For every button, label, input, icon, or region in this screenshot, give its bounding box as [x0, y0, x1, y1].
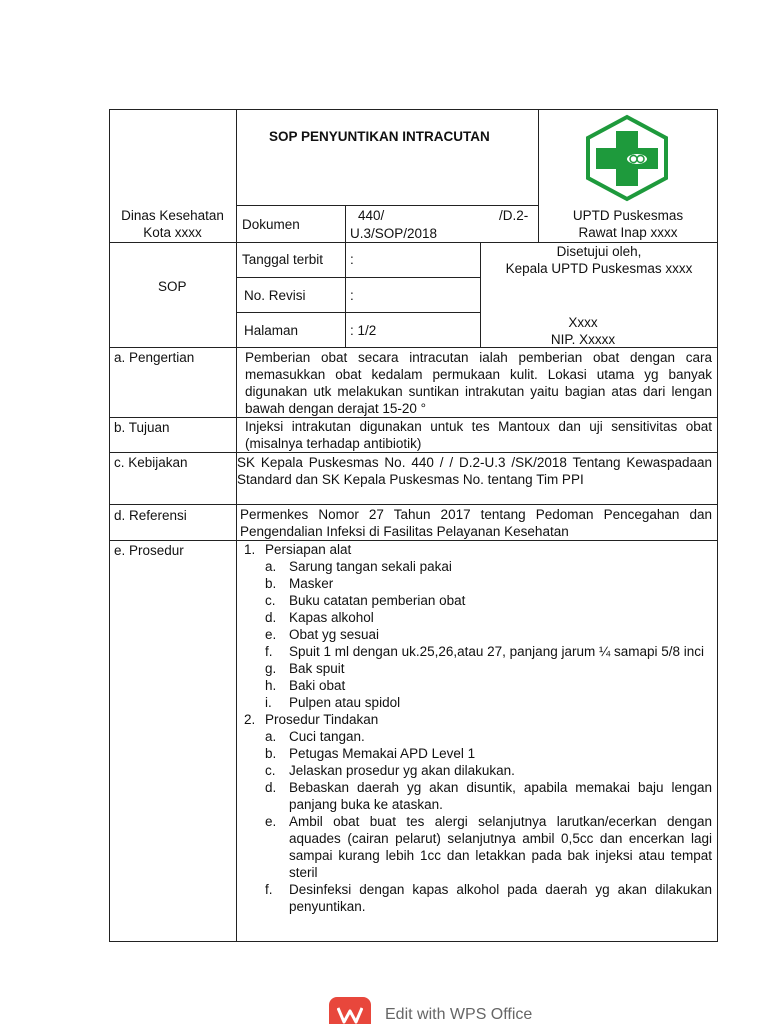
item-letter: f.	[265, 882, 273, 897]
item-text: Desinfeksi dengan kapas alkohol pada daerah yg akan dilakukan penyuntikan.	[289, 882, 712, 914]
issue-date-value: :	[350, 252, 354, 267]
item-text: Baki obat	[289, 678, 346, 693]
section-a-text: Pemberian obat secara intracutan ialah pemberian obat dengan cara memasukkan obat kedalam permukaan kulit. Lokasi utama yg banyak digunakan utk melakukan suntikan intrakutan yaitu bagian atas dari lengan bawah dengan derajat 15-20 °	[245, 350, 712, 416]
section-e-label: e. Prosedur	[114, 543, 184, 558]
divider	[236, 312, 480, 313]
divider	[109, 452, 718, 453]
document-title: SOP PENYUNTIKAN INTRACUTAN	[269, 129, 490, 144]
revision-value: :	[350, 288, 354, 303]
section-c-label: c. Kebijakan	[114, 455, 188, 470]
item-letter: d.	[265, 610, 277, 625]
item-letter: h.	[265, 678, 277, 693]
document-number-part1: 440/	[358, 208, 385, 223]
item-letter: b.	[265, 746, 277, 761]
section-a-label: a. Pengertian	[114, 350, 195, 365]
item-text: Bak spuit	[289, 661, 345, 676]
approval-block	[480, 243, 718, 277]
item-letter: d.	[265, 780, 277, 795]
procedure-item	[242, 728, 712, 745]
divider	[109, 504, 718, 505]
step-number: 1.	[244, 542, 256, 557]
item-letter: e.	[265, 814, 277, 829]
item-text: Cuci tangan.	[289, 729, 365, 744]
procedure-step-1	[242, 541, 712, 558]
procedure-item	[242, 575, 712, 592]
procedure-item	[242, 660, 712, 677]
item-text: Obat yg sesuai	[289, 627, 380, 642]
document-number-part3: U.3/SOP/2018	[350, 226, 438, 241]
item-letter: c.	[265, 593, 276, 608]
signer-block	[480, 314, 686, 348]
item-text: Buku catatan pemberian obat	[289, 593, 466, 608]
procedure-item	[242, 762, 712, 779]
procedure-list	[242, 541, 712, 915]
procedure-item	[242, 813, 712, 881]
revision-label: No. Revisi	[244, 288, 306, 303]
procedure-item	[242, 643, 712, 660]
item-text: Masker	[289, 576, 334, 591]
step-title: Persiapan alat	[265, 542, 352, 557]
section-d-text: Permenkes Nomor 27 Tahun 2017 tentang Pedoman Pencegahan dan Pengendalian Infeksi di Fasilitas Pelayanan Kesehatan	[240, 507, 712, 539]
step-2-items	[242, 728, 712, 915]
step-1-items	[242, 558, 712, 711]
procedure-item	[242, 558, 712, 575]
document-label: Dokumen	[242, 217, 300, 232]
divider	[236, 277, 480, 278]
divider	[236, 205, 538, 206]
sop-label: SOP	[158, 279, 187, 294]
item-text: Kapas alkohol	[289, 610, 374, 625]
agency-name	[109, 207, 236, 241]
procedure-item	[242, 881, 712, 915]
wps-logo-icon	[329, 997, 371, 1024]
unit-name	[538, 207, 718, 241]
item-letter: a.	[265, 729, 277, 744]
signer-nip: NIP. Xxxxx	[550, 332, 616, 347]
procedure-step-2	[242, 711, 712, 728]
section-b-label: b. Tujuan	[114, 420, 170, 435]
approval-line-1: Disetujui oleh,	[556, 244, 642, 259]
signer-name: Xxxx	[568, 315, 598, 330]
procedure-item	[242, 609, 712, 626]
agency-line-1: Dinas Kesehatan	[121, 208, 224, 223]
item-letter: c.	[265, 763, 276, 778]
item-letter: a.	[265, 559, 277, 574]
item-text: Ambil obat buat tes alergi selanjutnya larutkan/ecerkan dengan aquades (cairan pelarut) selanjutnya ambil 0,5cc dan encerkan lagi sampai kurang lebih 1cc dan letakkan pada bak injeksi atau tempat steril	[289, 814, 712, 880]
page-label: Halaman	[244, 323, 299, 338]
divider	[345, 242, 346, 347]
item-text: Pulpen atau spidol	[289, 695, 401, 710]
divider	[236, 109, 237, 942]
item-text: Jelaskan prosedur yg akan dilakukan.	[289, 763, 515, 778]
section-b-text: Injeksi intrakutan digunakan untuk tes Mantoux dan uji sensitivitas obat (misalnya terhadap antibiotik)	[245, 419, 712, 451]
procedure-item	[242, 677, 712, 694]
approval-line-2: Kepala UPTD Puskesmas xxxx	[505, 261, 693, 276]
item-letter: e.	[265, 627, 277, 642]
procedure-item	[242, 779, 712, 813]
puskesmas-logo-icon	[582, 114, 672, 202]
item-text: Spuit 1 ml dengan uk.25,26,atau 27, panjang jarum ¼ samapi 5/8 inci	[289, 644, 705, 659]
procedure-item	[242, 694, 712, 711]
procedure-item	[242, 592, 712, 609]
item-letter: b.	[265, 576, 277, 591]
divider	[345, 205, 346, 242]
item-text: Petugas Memakai APD Level 1	[289, 746, 476, 761]
procedure-item	[242, 626, 712, 643]
wps-edit-text: Edit with WPS Office	[385, 1006, 533, 1023]
item-letter: f.	[265, 644, 273, 659]
page-value: : 1/2	[350, 323, 377, 338]
step-title: Prosedur Tindakan	[265, 712, 379, 727]
item-letter: g.	[265, 661, 277, 676]
document-number-part2: /D.2-	[499, 208, 529, 223]
item-text: Bebaskan daerah yg akan disuntik, apabila memakai baju lengan panjang buka ke ataskan.	[289, 780, 712, 812]
unit-line-2: Rawat Inap xxxx	[578, 225, 678, 240]
procedure-item	[242, 745, 712, 762]
section-c-text: SK Kepala Puskesmas No. 440 / / D.2-U.3 /SK/2018 Tentang Kewaspadaan Standard dan SK Kepala Puskesmas No. tentang Tim PPI	[237, 455, 712, 487]
item-text: Sarung tangan sekali pakai	[289, 559, 452, 574]
unit-line-1: UPTD Puskesmas	[572, 208, 684, 223]
section-d-label: d. Referensi	[114, 508, 187, 523]
item-letter: i.	[265, 695, 272, 710]
agency-line-2: Kota xxxx	[143, 225, 202, 240]
step-number: 2.	[244, 712, 256, 727]
issue-date-label: Tanggal terbit	[242, 252, 324, 267]
